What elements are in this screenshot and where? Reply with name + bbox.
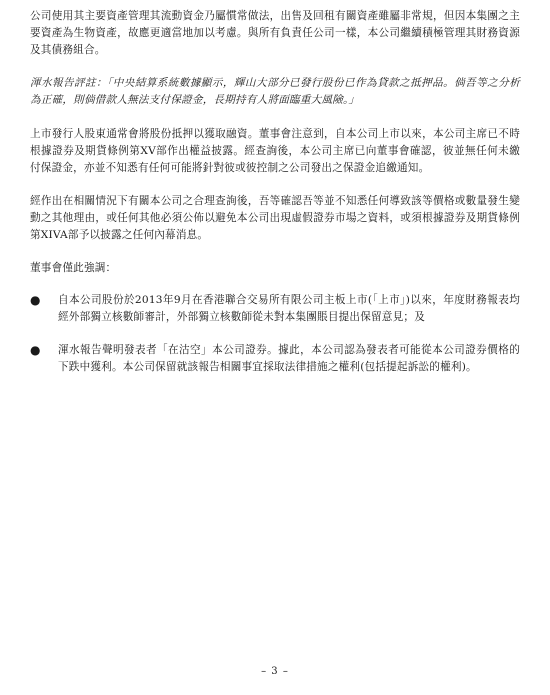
paragraph-muddy-waters-comment: 渾水報告評註：「中央結算系統數據顯示，輝山大部分已發行股份已作為貸款之抵押品。倘吾等之分析為正確，則倘借款人無法支付保證金，長期持有人將面臨重大風險。」 <box>30 77 520 106</box>
paragraph-asset-management: 公司使用其主要資產管理其流動資金乃屬慣常做法，出售及回租有關資產雖屬非常規，但因本集團之主要資產為生物資產，故應更適當地加以考慮。與所有負責任公司一樣，本公司繼續積極管理其財務資源及其債務組合。 <box>30 10 520 56</box>
list-item-text: 渾水報告聲明發表者「在沽空」本公司證券。據此，本公司認為發表者可能從本公司證券價格的下跌中獲利。本公司保留就該報告相關事宜採取法律措施之權利(包括提起訴訟的權利)。 <box>58 344 520 373</box>
emphasis-list <box>30 292 520 376</box>
paragraph-share-pledge: 上市發行人股東通常會將股份抵押以獲取融資。董事會注意到，自本公司上市以來，本公司主席已不時根據證券及期貨條例第XV部作出權益披露。經查詢後，本公司主席已向董事會確認，彼並無任何未繳付保證金，亦並不知悉有任何可能將針對彼或彼控制之公司發出之保證金追繳通知。 <box>30 128 520 174</box>
bullet-icon: ● <box>30 293 41 307</box>
list-item <box>30 342 520 376</box>
page-number: – 3 – <box>261 666 289 677</box>
list-item <box>30 292 520 326</box>
paragraph-board-emphasis: 董事會僅此強調： <box>30 262 117 274</box>
paragraph-inquiry-confirmation: 經作出在相關情況下有關本公司之合理查詢後，吾等確認吾等並不知悉任何導致該等價格或數量發生變動之其他理由，或任何其他必須公佈以避免本公司出現虛假證券市場之資料，或須根據證券及期貨條例第XIVA部予以披露之任何內幕消息。 <box>30 195 520 241</box>
bullet-icon: ● <box>30 343 41 357</box>
list-item-text: 自本公司股份於2013年9月在香港聯合交易所有限公司主板上市(「上市」)以來，年度財務報表均經外部獨立核數師審計，外部獨立核數師從未對本集團賬目提出保留意見；及 <box>58 294 520 323</box>
